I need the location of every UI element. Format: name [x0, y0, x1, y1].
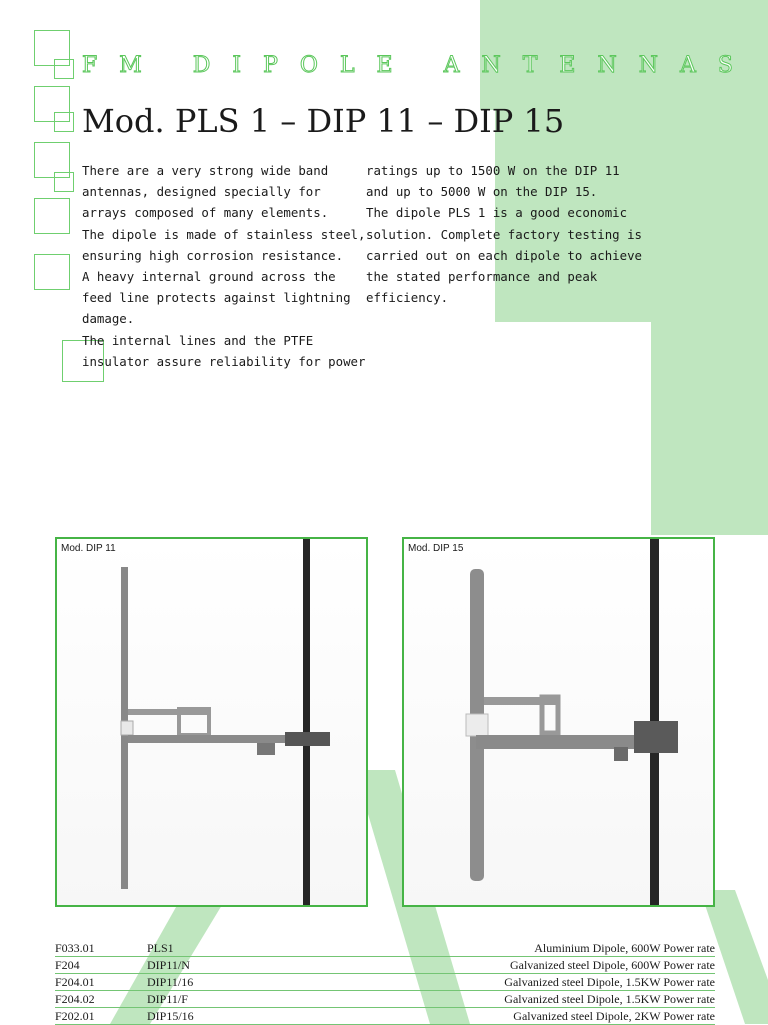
product-code: F204: [55, 958, 80, 972]
body-line: There are a very strong wide band: [82, 163, 329, 178]
body-line: solution. Complete factory testing is: [366, 226, 643, 242]
dipole-image: [404, 539, 713, 905]
product-model: DIP11/F: [147, 992, 188, 1006]
body-line: carried out on each dipole to achieve: [366, 247, 643, 263]
product-model: DIP11/N: [147, 958, 190, 972]
background-shape-right: [651, 110, 768, 535]
product-description: Galvanized steel Dipole, 1.5KW Power rate: [504, 975, 715, 989]
photo-dip11: [55, 537, 368, 907]
body-line: A heavy internal ground across the: [82, 269, 336, 285]
body-line: arrays composed of many elements.: [82, 205, 329, 221]
product-description: Aluminium Dipole, 600W Power rate: [534, 941, 715, 955]
product-description: Galvanized steel Dipole, 2KW Power rate: [513, 1009, 715, 1023]
decorative-square: [54, 112, 74, 132]
section-header: FM DIPOLE ANTENNAS: [82, 53, 755, 78]
body-line: The dipole is made of stainless steel,: [82, 226, 366, 242]
product-code: F204.01: [55, 975, 95, 989]
body-line: feed line protects against lightning: [82, 290, 351, 306]
decorative-square: [54, 172, 74, 192]
decorative-square: [34, 254, 70, 290]
body-column-2: [366, 160, 642, 308]
product-code: F033.01: [55, 941, 95, 955]
body-line: The internal lines and the PTFE: [82, 332, 314, 348]
product-model: DIP15/16: [147, 1009, 194, 1023]
decorative-square: [34, 198, 70, 234]
product-model: PLS1: [147, 941, 174, 955]
product-table: [55, 940, 715, 1025]
page-title: Mod. PLS 1 – DIP 11 – DIP 15: [82, 102, 565, 140]
product-description: Galvanized steel Dipole, 1.5KW Power rate: [504, 992, 715, 1006]
decorative-square: [54, 59, 74, 79]
body-line: insulator assure reliability for power: [82, 353, 366, 369]
table-row: [55, 991, 715, 1008]
body-line: antennas, designed specially for: [82, 184, 321, 200]
table-row: [55, 1008, 715, 1025]
body-line: ratings up to 1500 W on the DIP 11: [366, 163, 620, 178]
body-line: ensuring high corrosion resistance.: [82, 247, 344, 263]
body-column-1: [82, 160, 365, 372]
body-line: and up to 5000 W on the DIP 15.: [366, 184, 598, 200]
product-code: F204.02: [55, 992, 95, 1006]
body-line: The dipole PLS 1 is a good economic: [366, 205, 628, 221]
table-row: [55, 940, 715, 957]
table-row: [55, 974, 715, 991]
dipole-image: [57, 539, 366, 905]
photo-caption: Mod. DIP 11: [61, 543, 116, 554]
product-code: F202.01: [55, 1009, 95, 1023]
product-model: DIP11/16: [147, 975, 194, 989]
product-description: Galvanized steel Dipole, 600W Power rate: [509, 958, 715, 972]
table-row: [55, 957, 715, 974]
photo-caption: Mod. DIP 15: [408, 543, 464, 554]
body-line: the stated performance and peak: [366, 269, 598, 285]
body-line: damage.: [82, 311, 135, 327]
body-line: efficiency.: [366, 290, 449, 306]
photo-dip15: [402, 537, 715, 907]
